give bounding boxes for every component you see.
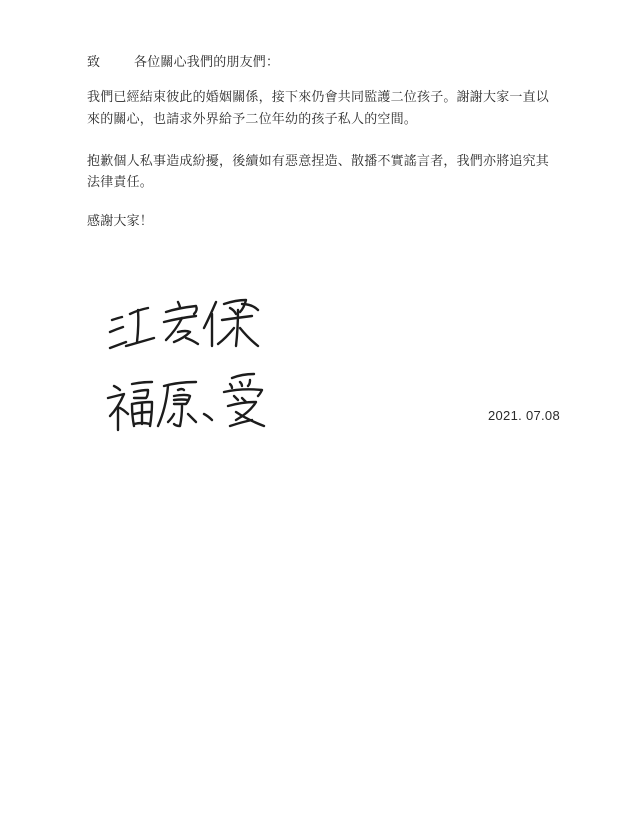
paragraph-2-line-1: 抱歉個人私事造成紛擾，後續如有惡意捏造、散播不實謠言者，我們亦將追究其	[87, 154, 550, 169]
signature-icon	[104, 290, 274, 360]
salutation	[87, 53, 279, 73]
paragraph-1-line-2: 來的關心，也請求外界給予二位年幼的孩子私人的空間。	[87, 112, 418, 127]
signature-1-handwriting	[104, 290, 274, 360]
paragraph-1-line-1: 我們已經結束彼此的婚姻關係，接下來仍會共同監護二位孩子。謝謝大家一直以	[87, 90, 550, 105]
salutation-recipients: 各位關心我們的朋友們：	[134, 55, 280, 70]
letter-date: 2021. 07.08	[488, 408, 560, 423]
signature-icon	[104, 368, 274, 438]
salutation-to: 致	[87, 55, 101, 70]
closing-line: 感謝大家！	[87, 214, 154, 229]
paragraph-2-line-2: 法律責任。	[87, 175, 154, 190]
signature-2-handwriting	[104, 368, 274, 438]
